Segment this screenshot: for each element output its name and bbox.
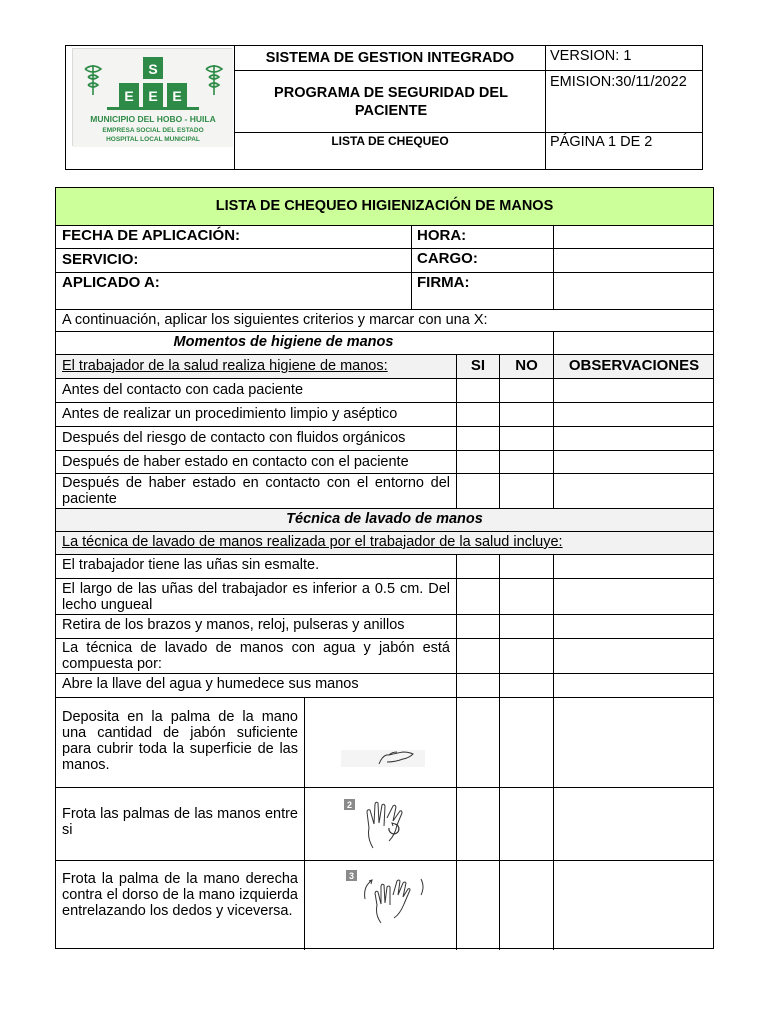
checklist-item-row — [56, 673, 713, 697]
technique-step-text: Frota las palmas de las manos entre si — [62, 806, 298, 838]
checklist-item-row — [56, 402, 713, 426]
hora-field[interactable] — [554, 226, 713, 248]
page-number: PÁGINA 1 DE 2 — [550, 134, 653, 150]
observations-field[interactable] — [554, 403, 713, 426]
instruction-row — [56, 309, 713, 331]
checklist-item-row — [56, 554, 713, 578]
document-header — [65, 45, 703, 170]
si-checkbox[interactable] — [457, 451, 499, 473]
svg-text:2: 2 — [346, 800, 353, 810]
no-checkbox[interactable] — [500, 427, 553, 450]
col-no-header: NO — [515, 357, 538, 374]
checklist-item-row — [56, 473, 713, 508]
checklist-item-row — [56, 614, 713, 638]
observations-field[interactable] — [554, 788, 713, 860]
svg-text:MUNICIPIO DEL HOBO - HUILA: MUNICIPIO DEL HOBO - HUILA — [90, 114, 216, 124]
cargo-label: CARGO: — [417, 250, 478, 267]
date-row — [56, 225, 713, 248]
checklist-item-row — [56, 578, 713, 614]
no-checkbox[interactable] — [500, 861, 553, 950]
si-checkbox[interactable] — [457, 427, 499, 450]
system-title: SISTEMA DE GESTION INTEGRADO — [265, 50, 515, 66]
checklist-item-text: Después del riesgo de contacto con fluidos orgánicos — [62, 430, 406, 446]
no-checkbox[interactable] — [500, 379, 553, 402]
servicio-label: SERVICIO: — [62, 251, 139, 268]
checklist-item-text: Antes de realizar un procedimiento limpio y aséptico — [62, 406, 398, 422]
technique-step-row — [56, 787, 713, 860]
technique-step-text: Deposita en la palma de la mano una cantidad de jabón suficiente para cubrir toda la superficie de las manos. — [62, 709, 298, 773]
no-checkbox[interactable] — [500, 451, 553, 473]
si-checkbox[interactable] — [457, 788, 499, 860]
hospital-logo — [72, 48, 232, 146]
si-checkbox[interactable] — [457, 698, 499, 787]
observations-field[interactable] — [554, 451, 713, 473]
firma-field[interactable] — [554, 273, 713, 309]
no-checkbox[interactable] — [500, 474, 553, 508]
si-checkbox[interactable] — [457, 579, 499, 614]
instruction-text: A continuación, aplicar los siguientes criterios y marcar con una X: — [62, 312, 488, 328]
col-obs-header: OBSERVACIONES — [568, 357, 700, 374]
si-checkbox[interactable] — [457, 674, 499, 697]
program-title: PROGRAMA DE SEGURIDAD DEL PACIENTE — [274, 84, 508, 119]
technique-step-text: Frota la palma de la mano derecha contra el dorso de la mano izquierda entrelazando los dedos y viceversa. — [62, 871, 298, 919]
si-checkbox[interactable] — [457, 861, 499, 950]
observations-field[interactable] — [554, 615, 713, 638]
observations-field[interactable] — [554, 579, 713, 614]
technique-section-row — [56, 508, 713, 531]
checklist-item-text: Antes del contacto con cada paciente — [62, 382, 304, 398]
svg-text:E: E — [148, 88, 158, 104]
observations-field[interactable] — [554, 427, 713, 450]
cargo-field[interactable] — [554, 249, 713, 272]
svg-text:E: E — [172, 88, 182, 104]
version-label: VERSION: 1 — [550, 48, 632, 64]
applied-row — [56, 272, 713, 309]
svg-text:E: E — [124, 88, 134, 104]
svg-text:3: 3 — [348, 871, 355, 881]
checklist-item-text: Retira de los brazos y manos, reloj, pulseras y anillos — [62, 617, 405, 633]
observations-field[interactable] — [554, 861, 713, 950]
si-checkbox[interactable] — [457, 474, 499, 508]
fecha-label: FECHA DE APLICACIÓN: — [62, 227, 241, 244]
no-checkbox[interactable] — [500, 674, 553, 697]
observations-field[interactable] — [554, 674, 713, 697]
hand-hygiene-checklist — [55, 187, 714, 949]
no-checkbox[interactable] — [500, 698, 553, 787]
col-si-header: SI — [470, 357, 486, 374]
moments-section-title: Momentos de higiene de manos — [173, 334, 394, 350]
checklist-item-text: El largo de las uñas del trabajador es inferior a 0.5 cm. Del lecho ungueal — [62, 581, 450, 613]
observations-field[interactable] — [554, 639, 713, 673]
document-type: LISTA DE CHEQUEO — [331, 134, 449, 148]
moments-section-row — [56, 331, 713, 354]
si-checkbox[interactable] — [457, 639, 499, 673]
checklist-title: LISTA DE CHEQUEO HIGIENIZACIÓN DE MANOS — [215, 198, 554, 214]
no-checkbox[interactable] — [500, 555, 553, 578]
si-checkbox[interactable] — [457, 555, 499, 578]
checklist-item-row — [56, 450, 713, 473]
si-checkbox[interactable] — [457, 615, 499, 638]
svg-text:EMPRESA SOCIAL DEL ESTADO: EMPRESA SOCIAL DEL ESTADO — [102, 127, 204, 134]
moments-lead-text: El trabajador de la salud realiza higiene de manos: — [62, 358, 388, 374]
observations-field[interactable] — [554, 698, 713, 787]
no-checkbox[interactable] — [500, 639, 553, 673]
svg-text:S: S — [148, 61, 158, 77]
no-checkbox[interactable] — [500, 615, 553, 638]
technique-section-title: Técnica de lavado de manos — [286, 511, 483, 527]
no-checkbox[interactable] — [500, 788, 553, 860]
moments-header-row — [56, 354, 713, 378]
checklist-item-text: El trabajador tiene las uñas sin esmalte. — [62, 557, 320, 573]
checklist-item-row — [56, 378, 713, 402]
observations-field[interactable] — [554, 379, 713, 402]
rub-palms-icon — [343, 798, 429, 852]
hora-label: HORA: — [417, 227, 467, 244]
checklist-item-row — [56, 638, 713, 673]
interlace-fingers-icon — [345, 869, 437, 927]
checklist-item-text: Después de haber estado en contacto con el paciente — [62, 454, 409, 470]
aplicado-label: APLICADO A: — [62, 274, 160, 291]
observations-field[interactable] — [554, 474, 713, 508]
technique-lead-row — [56, 531, 713, 554]
observations-field[interactable] — [554, 555, 713, 578]
service-row — [56, 248, 713, 272]
technique-step-row — [56, 697, 713, 787]
firma-label: FIRMA: — [417, 274, 470, 291]
soap-palm-icon — [341, 750, 425, 767]
checklist-item-text: Abre la llave del agua y humedece sus manos — [62, 676, 359, 692]
si-checkbox[interactable] — [457, 379, 499, 402]
emission-date: EMISION:30/11/2022 — [550, 74, 687, 90]
checklist-title-row — [56, 188, 713, 225]
hospital-logo-mark — [73, 49, 233, 147]
technique-step-row — [56, 860, 713, 950]
checklist-item-text: La técnica de lavado de manos con agua y jabón está compuesta por: — [62, 640, 450, 672]
checklist-item-text: Después de haber estado en contacto con el entorno del paciente — [62, 475, 450, 507]
si-checkbox[interactable] — [457, 403, 499, 426]
no-checkbox[interactable] — [500, 579, 553, 614]
checklist-item-row — [56, 426, 713, 450]
no-checkbox[interactable] — [500, 403, 553, 426]
svg-text:HOSPITAL LOCAL MUNICIPAL: HOSPITAL LOCAL MUNICIPAL — [106, 136, 200, 143]
technique-lead-text: La técnica de lavado de manos realizada por el trabajador de la salud incluye: — [62, 534, 563, 550]
